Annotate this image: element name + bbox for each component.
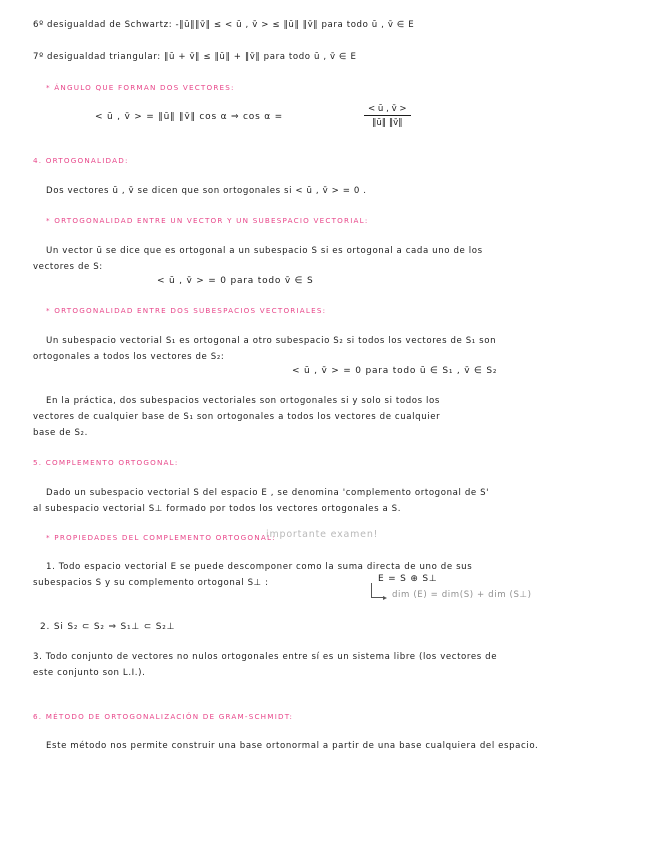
complement-text-1: Dado un subespacio vectorial S del espacio E , se denomina 'complemento ortogonal de S' [46,488,490,498]
angle-formula: < ū , v̄ > = ‖ū‖ ‖v̄‖ cos α ⇒ cos α = [95,112,283,122]
subspaces-text-4: vectores de cualquier base de S₁ son ortogonales a todos los vectores de cualquier [33,412,441,422]
subspaces-text-5: base de S₂. [33,428,88,438]
arrow-icon [371,583,384,598]
triangle-inequality: 7º desigualdad triangular: ‖ū + v̄‖ ≤ ‖ū‖ + ‖v̄‖ para todo ū , v̄ ∈ E [33,52,357,62]
vector-subspace-heading: * ORTOGONALIDAD ENTRE UN VECTOR Y UN SUBESPACIO VECTORIAL: [46,216,369,225]
property-1-text-2: subespacios S y su complemento ortogonal S⊥ : [33,578,269,588]
angle-fraction-numerator: < ū , v̄ > [364,104,411,116]
property-3-text-1: 3. Todo conjunto de vectores no nulos ortogonales entre sí es un sistema libre (los vectores de [33,652,498,662]
gram-schmidt-text: Este método nos permite construir una base ortonormal a partir de una base cualquiera del espacio. [46,741,539,751]
section-5-title: 5. COMPLEMENTO ORTOGONAL: [33,458,179,467]
subspaces-heading: * ORTOGONALIDAD ENTRE DOS SUBESPACIOS VECTORIALES: [46,306,327,315]
subspaces-text-3: En la práctica, dos subespacios vectoriales son ortogonales si y solo si todos los [46,396,440,406]
section-4-title: 4. ORTOGONALIDAD: [33,156,129,165]
complement-text-2: al subespacio vectorial S⊥ formado por todos los vectores ortogonales a S. [33,504,402,514]
vector-subspace-formula: < ū , v̄ > = 0 para todo v̄ ∈ S [157,276,314,286]
angle-heading: * ÁNGULO QUE FORMAN DOS VECTORES: [46,83,235,92]
properties-heading: * PROPIEDADES DEL COMPLEMENTO ORTOGONAL: [46,533,276,542]
subspaces-text-2: ortogonales a todos los vectores de S₂: [33,352,225,362]
property-1-text-1: 1. Todo espacio vectorial E se puede descomponer como la suma directa de uno de sus [46,562,473,572]
schwarz-inequality: 6º desigualdad de Schwartz: -‖ū‖‖v̄‖ ≤ < ū , v̄ > ≤ ‖ū‖ ‖v̄‖ para todo ū , v̄ ∈ E [33,20,415,30]
property-3-text-2: este conjunto son L.I.). [33,668,146,678]
orthogonality-definition: Dos vectores ū , v̄ se dicen que son ortogonales si < ū , v̄ > = 0 . [46,186,367,196]
vector-subspace-text-1: Un vector ū se dice que es ortogonal a un subespacio S si es ortogonal a cada uno de los [46,246,483,256]
section-6-title: 6. MÉTODO DE ORTOGONALIZACIÓN DE GRAM-SCHMIDT: [33,712,294,721]
subspaces-text-1: Un subespacio vectorial S₁ es ortogonal a otro subespacio S₂ si todos los vectores de S₁ son [46,336,497,346]
angle-fraction-denominator: ‖ū‖ ‖v̄‖ [372,118,403,128]
angle-fraction [364,104,411,128]
exam-note: importante examen! [266,529,379,540]
dimension-formula: dim (E) = dim(S) + dim (S⊥) [392,590,532,600]
subspaces-formula: < ū , v̄ > = 0 para todo ū ∈ S₁ , v̄ ∈ S₂ [292,366,498,376]
property-2-text: 2. Si S₂ ⊂ S₂ ⇒ S₁⊥ ⊂ S₂⊥ [40,622,176,632]
direct-sum-formula: E = S ⊕ S⊥ [378,574,438,584]
vector-subspace-text-2: vectores de S: [33,262,103,272]
